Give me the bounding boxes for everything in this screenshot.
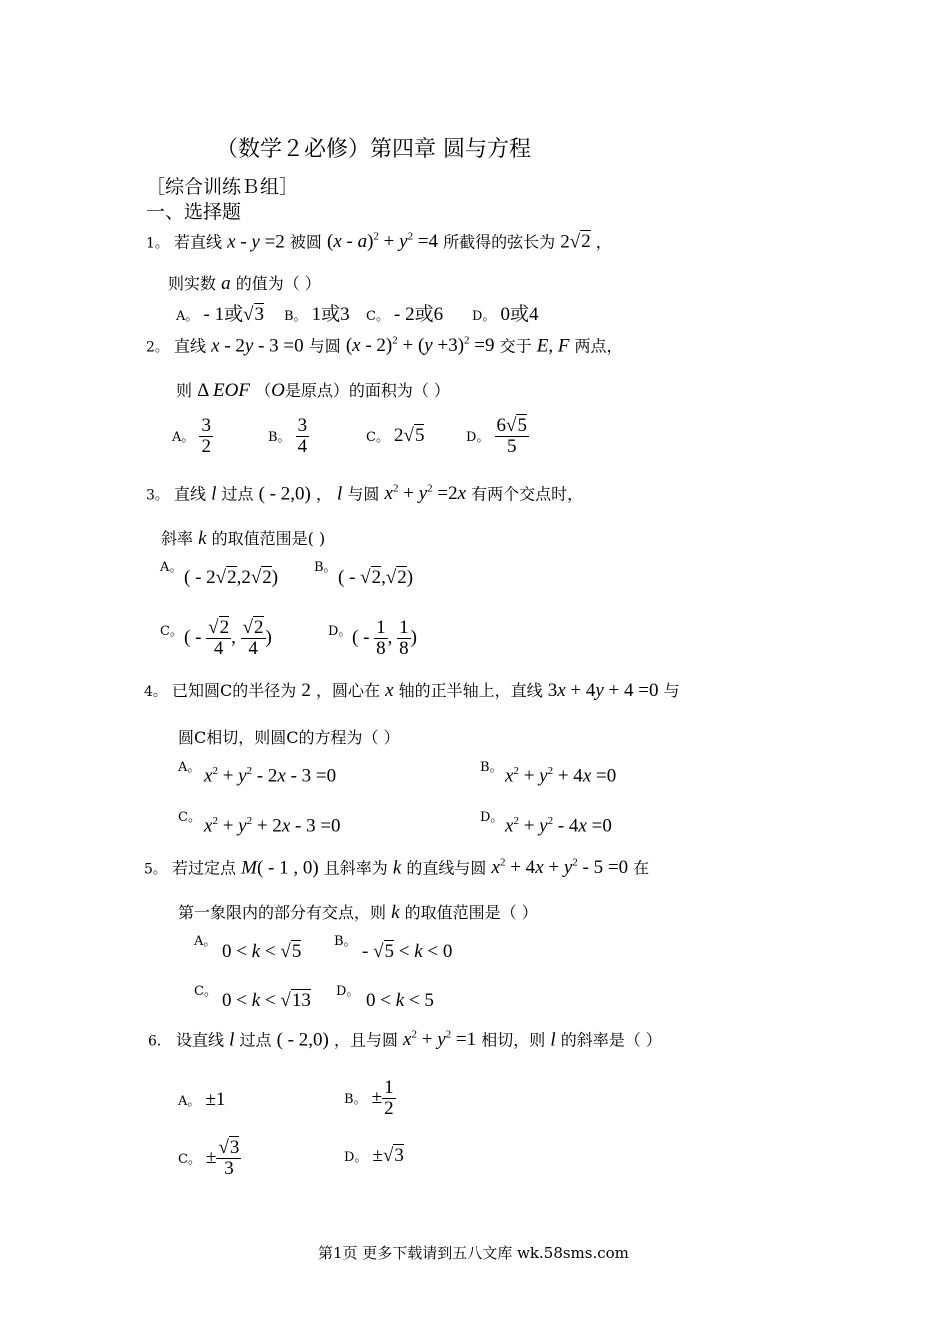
- question-5-line-1: 5。 若过定点 M( - 1 , 0) 且斜率为 k 的直线与圆 $x^2 + 4x + y^2 - 5 =0$ 在: [144, 857, 650, 879]
- question-number: 5。: [144, 861, 167, 878]
- question-3-option-d: D。: [328, 624, 352, 639]
- question-2-line-2: 则 Δ EOF （O是原点）的面积为（ ）: [176, 380, 450, 401]
- question-1-line-2: 则实数 a 的值为（ ）: [168, 273, 321, 294]
- question-6-option-a: A。 ±1: [178, 1089, 226, 1110]
- question-1-option-a: A。 - 1或√3: [176, 304, 265, 325]
- question-3-option-b-value: ( - √2,√2): [338, 567, 414, 588]
- question-4-line-1: 4。 已知圆C的半径为 2 ，圆心在 x 轴的正半轴上，直线 3x + 4y + 4 =0 与: [144, 680, 680, 701]
- question-4-option-a: A。: [178, 760, 201, 775]
- question-4-option-c-value: $x^2 + y^2 + 2x - 3 =0$: [204, 815, 341, 837]
- question-4-option-d-value: $x^2 + y^2 - 4x =0$: [505, 815, 612, 837]
- question-2-option-c: C。 2√5: [366, 425, 425, 446]
- question-number: 6．: [148, 1033, 171, 1050]
- question-6-line-1: 6． 设直线 l 过点 ( - 2,0) ，且与圆 $x^2 + y^2 =1$ 相切，则 l 的斜率是（ ）: [148, 1029, 662, 1051]
- question-1-option-d: D。 0或4: [472, 304, 539, 325]
- question-5-option-a-value: 0 < k < √5: [222, 941, 302, 962]
- question-4-option-d: D。: [480, 810, 504, 825]
- question-number: 4。: [144, 684, 167, 700]
- question-5-option-b-value: - √5 < k < 0: [362, 941, 453, 962]
- question-5-option-c-value: 0 < k < √13: [222, 990, 311, 1011]
- question-5-option-c: C。: [194, 984, 217, 999]
- question-5-option-b: B。: [334, 934, 357, 949]
- question-5-option-a: A。: [194, 934, 217, 949]
- page-footer: 第1页 更多下载请到五八文库 wk.58sms.com: [318, 1244, 629, 1262]
- subtitle: ［综合训练Ｂ组］: [146, 176, 299, 198]
- question-1-option-c: C。 - 2或6: [366, 304, 444, 325]
- question-4-option-b-value: $x^2 + y^2 + 4x =0$: [505, 765, 617, 787]
- question-5-line-2: 第一象限内的部分有交点，则 k 的取值范围是（ ）: [178, 902, 538, 923]
- question-6-option-b: B。 ± $\frac{1}{2}$: [344, 1077, 394, 1119]
- question-6-option-c: C。 ± $\frac{√3}{3}$: [178, 1137, 240, 1179]
- question-2-option-b: B。 $\frac{3}{4}$: [268, 415, 308, 457]
- question-4-option-c: C。: [178, 810, 201, 825]
- question-2-line-1: 2。 直线 x - 2y - 3 =0 与圆 $(x - 2)^2 + (y +3)^2 =9$ 交于 E, F 两点，: [146, 335, 623, 357]
- question-3-option-c-value: ( - $\frac{√2}{4}$ , $\frac{√2}{4}$ ): [184, 617, 272, 659]
- question-number: 1。: [146, 235, 169, 252]
- question-2-option-d: D。 $\frac{6√5}{5}$: [466, 415, 527, 457]
- question-6-option-d: D。 ±√3: [344, 1145, 404, 1166]
- question-3-option-c: C。: [160, 624, 183, 639]
- question-3-option-a: A。: [160, 560, 183, 575]
- question-3-line-1: 3。 直线 l 过点 ( - 2,0) ， l 与圆 $x^2 + y^2 =2x$ 有两个交点时，: [146, 483, 584, 505]
- question-3-option-a-value: ( - 2√2,2√2): [184, 567, 279, 588]
- section-heading: 一、选择题: [146, 201, 242, 223]
- question-number: 3。: [146, 487, 169, 504]
- question-number: 2。: [146, 339, 169, 356]
- question-1-option-b: B。 1或3: [284, 304, 350, 325]
- question-4-option-b: B。: [480, 760, 503, 775]
- question-3-line-2: 斜率 k 的取值范围是( ): [161, 528, 326, 549]
- question-2-option-a: A。 $\frac{3}{2}$: [172, 415, 211, 457]
- question-1-line-1: 1。 若直线 x - y =2 被圆 $(x - a)^2 + y^2 =4$ 所截得的弦长为 2√2 ，: [146, 231, 612, 253]
- question-4-option-a-value: $x^2 + y^2 - 2x - 3 =0$: [204, 765, 337, 787]
- question-5-option-d-value: 0 < k < 5: [366, 990, 434, 1011]
- page-title: （数学２必修）第四章 圆与方程: [216, 137, 531, 162]
- question-5-option-d: D。: [336, 984, 360, 999]
- question-4-line-2: 圆C相切，则圆C的方程为（ ）: [178, 728, 400, 747]
- question-3-option-b: B。: [314, 560, 337, 575]
- question-3-option-d-value: ( - $\frac{1}{8}$ , $\frac{1}{8}$ ): [352, 617, 417, 659]
